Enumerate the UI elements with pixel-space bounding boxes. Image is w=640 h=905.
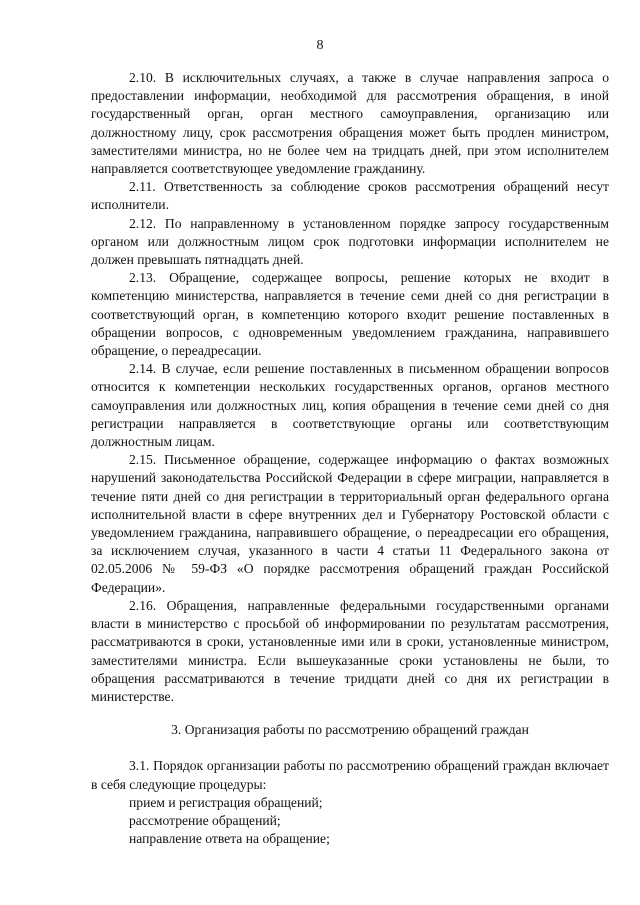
page-number: 8	[316, 38, 324, 53]
paragraph-2-15: 2.15. Письменное обращение, содержащее информацию о фактах возможных нарушений законодательства Российской Федерации в сфере миграции, направляется в течение пяти дней со дня регистрации в территориальный орган федерального органа исполнительной власти в сфере внутренних дел и Губернатору Ростовской области с уведомлением гражданина, направившего обращение, о переадресации его обращения, за исключением случая, указанного в части 4 статьи 11 Федерального закона от 02.05.2006 № 59-ФЗ «О порядке рассмотрения обращений граждан Российской Федерации».	[91, 452, 609, 595]
paragraph-2-14: 2.14. В случае, если решение поставленных в письменном обращении вопросов относится к компетенции нескольких государственных органов, органов местного самоуправления или должностных лиц, копия обращения в течение семи дней со дня регистрации направляется в соответствующие органы или соответствующим должностным лицам.	[91, 361, 609, 450]
procedure-item: направление ответа на обращение;	[129, 831, 330, 847]
document-body	[91, 69, 609, 848]
paragraph-2-13: 2.13. Обращение, содержащее вопросы, решение которых не входит в компетенцию министерства, направляется в течение семи дней со дня регистрации в соответствующий орган, в компетенцию которого входит решение поставленных в обращении вопросов, с одновременным уведомлением гражданина, направившего обращение, о переадресации.	[91, 270, 609, 359]
procedure-item: прием и регистрация обращений;	[129, 794, 323, 810]
paragraph-2-16: 2.16. Обращения, направленные федеральными государственными органами власти в министерство с просьбой об информировании по результатам рассмотрения, рассматриваются в сроки, установленные ими или в сроки, установленные министром, заместителями министра. Если вышеуказанные сроки установлены не были, то обращения рассматриваются в течение тридцати дней со дня их регистрации в министерстве.	[91, 597, 609, 704]
procedure-item: рассмотрение обращений;	[129, 812, 281, 828]
paragraph-2-12: 2.12. По направленному в установленном порядке запросу государственным органом или должностным лицом срок подготовки информации исполнителем не должен превышать пятнадцать дней.	[91, 215, 609, 268]
paragraph-3-1: 3.1. Порядок организации работы по рассмотрению обращений граждан включает в себя следующие процедуры:	[91, 758, 609, 792]
paragraph-2-10: 2.10. В исключительных случаях, а также в случае направления запроса о предоставлении информации, необходимой для рассмотрения обращения, в иной государственный орган, орган местного самоуправления, организацию или должностному лицу, срок рассмотрения обращения может быть продлен министром, заместителями министра, но не более чем на тридцать дней, при этом исполнителем направляется соответствующее уведомление гражданину.	[91, 70, 609, 177]
paragraph-2-11: 2.11. Ответственность за соблюдение сроков рассмотрения обращений несут исполнители.	[91, 179, 609, 213]
section-heading: 3. Организация работы по рассмотрению обращений граждан	[171, 722, 529, 738]
